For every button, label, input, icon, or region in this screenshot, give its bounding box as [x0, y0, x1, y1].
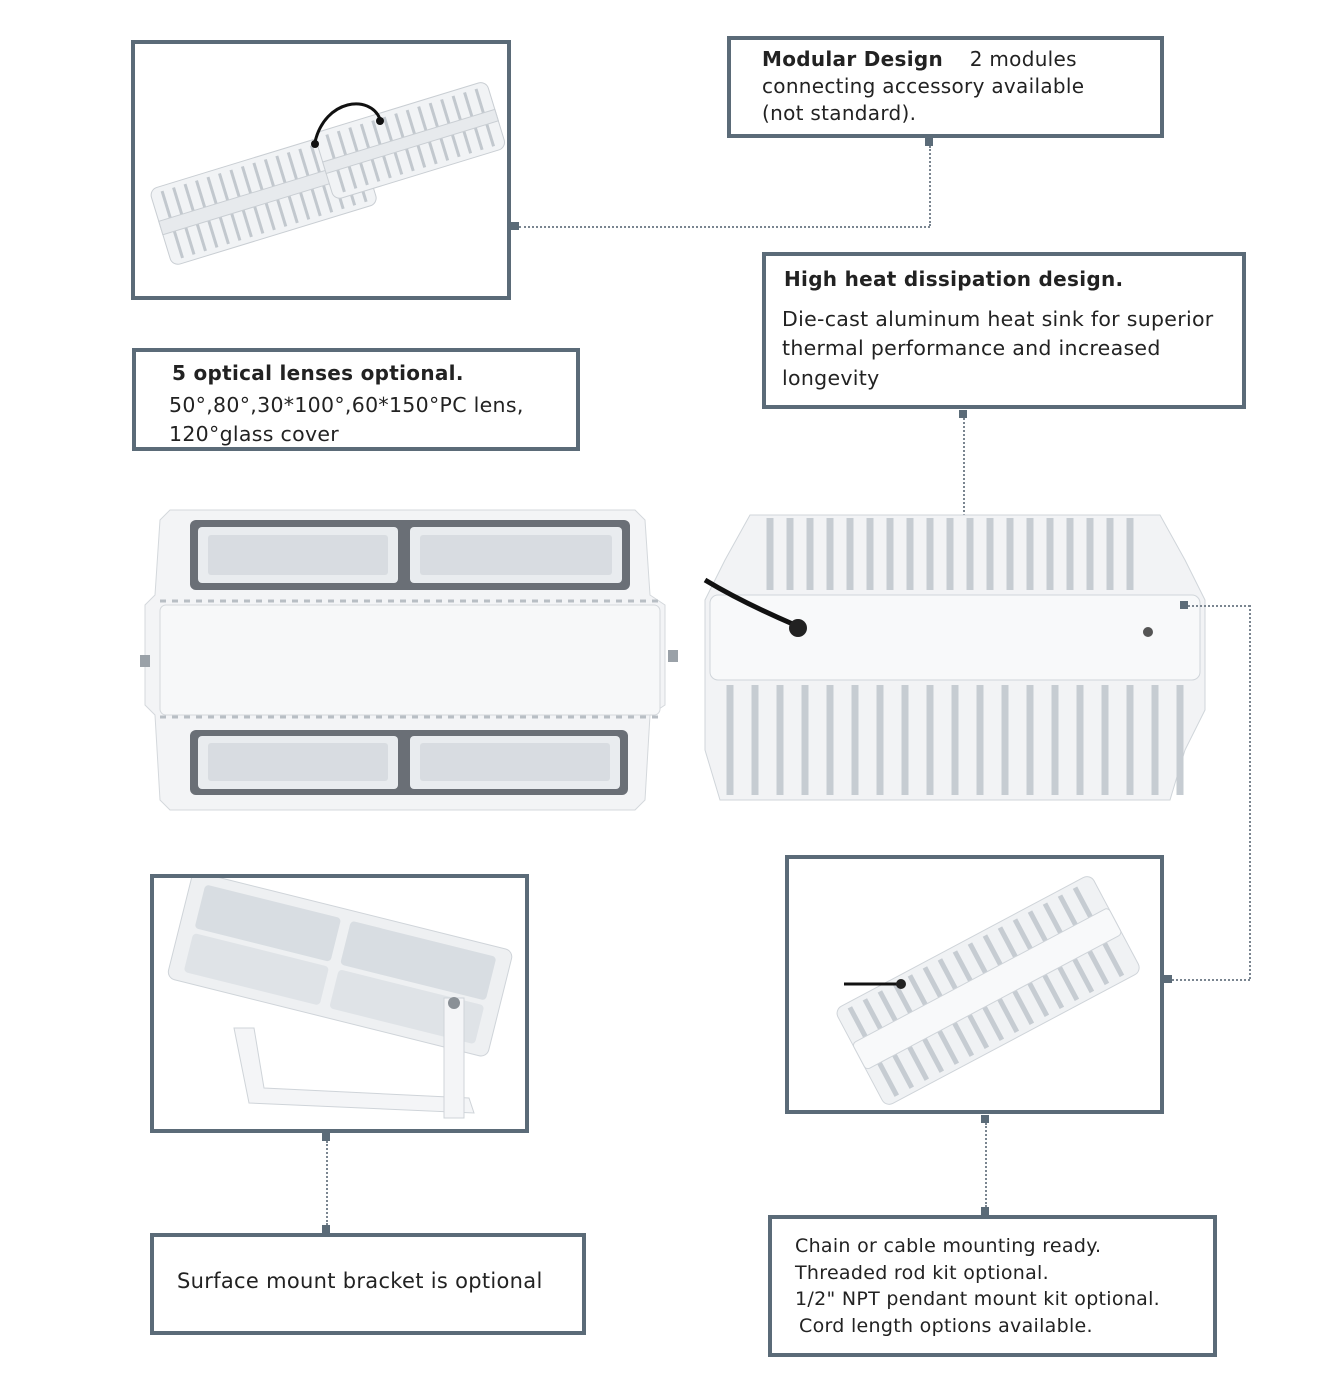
connector-line — [985, 1123, 987, 1207]
connector-line — [1188, 605, 1250, 607]
modular-fixture-image — [135, 44, 507, 296]
mounting-line: Cord length options available. — [799, 1315, 1093, 1337]
back-fixture-image — [700, 510, 1210, 805]
modular-design-text — [762, 46, 1152, 127]
mounting-line: Chain or cable mounting ready. — [795, 1235, 1102, 1257]
heat-dissipation-line: longevity — [782, 366, 880, 390]
front-fixture-image — [140, 505, 680, 815]
optical-lenses-title: 5 optical lenses optional. — [172, 361, 464, 385]
connector-node — [981, 1207, 989, 1215]
modular-photo-frame — [131, 40, 511, 300]
optical-lenses-line: 50°,80°,30*100°,60*150°PC lens, — [169, 393, 524, 417]
mounting-line: 1/2" NPT pendant mount kit optional. — [795, 1288, 1161, 1310]
connector-node — [322, 1225, 330, 1233]
bracket-fixture-image — [154, 878, 525, 1129]
modular-design-line2: connecting accessory available — [762, 74, 1085, 98]
connector-node — [1180, 601, 1188, 609]
modular-design-title: Modular Design — [762, 47, 944, 71]
surface-mount-text: Surface mount bracket is optional — [177, 1269, 543, 1293]
connector-node — [322, 1133, 330, 1141]
connector-node — [925, 138, 933, 146]
heat-dissipation-line: thermal performance and increased — [782, 336, 1161, 360]
modular-design-count: 2 modules — [969, 47, 1077, 71]
heat-dissipation-line: Die-cast aluminum heat sink for superior — [782, 307, 1214, 331]
connector-line — [929, 146, 931, 226]
connector-line — [1172, 979, 1250, 981]
mounting-line: Threaded rod kit optional. — [795, 1262, 1049, 1284]
bracket-photo-frame — [150, 874, 529, 1133]
connector-node — [959, 410, 967, 418]
connector-node — [1164, 975, 1172, 983]
connector-node — [981, 1115, 989, 1123]
connector-line — [519, 226, 930, 228]
mounting-photo-frame — [785, 855, 1164, 1114]
connector-line — [1249, 605, 1251, 979]
connector-node — [511, 222, 519, 230]
angled-fixture-image — [789, 859, 1160, 1110]
modular-design-line3: (not standard). — [762, 101, 917, 125]
optical-lenses-line: 120°glass cover — [169, 422, 340, 446]
heat-dissipation-title: High heat dissipation design. — [784, 267, 1124, 291]
connector-line — [326, 1141, 328, 1225]
